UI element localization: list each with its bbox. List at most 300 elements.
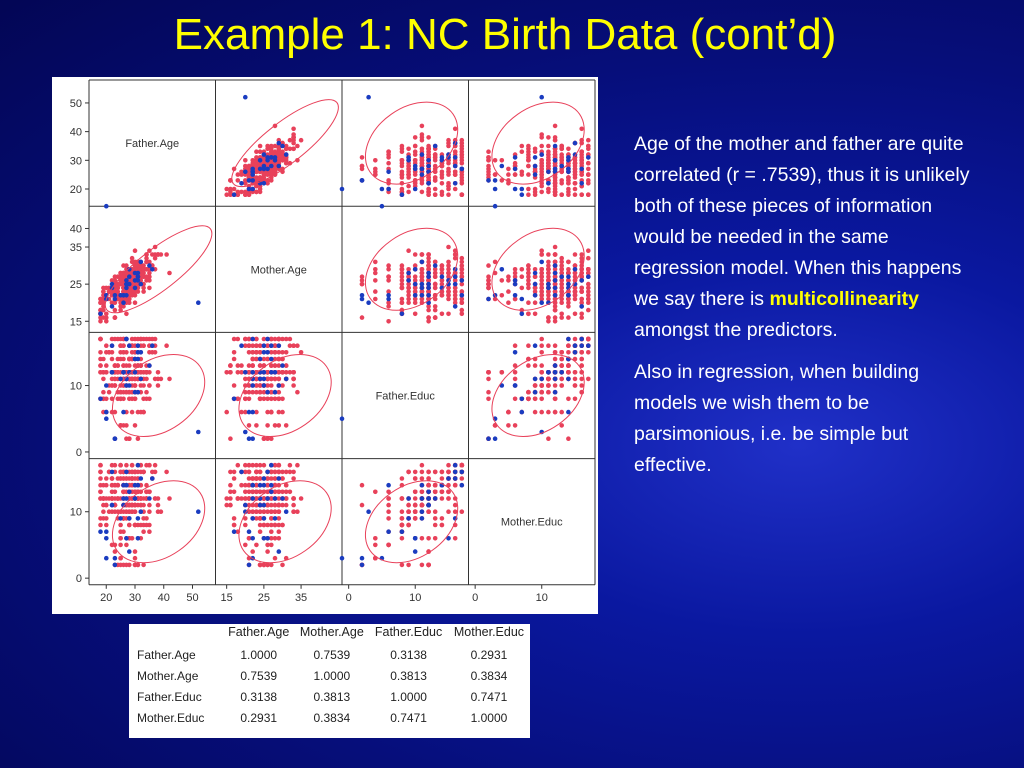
data-point xyxy=(127,523,132,528)
data-point xyxy=(113,436,118,441)
data-point xyxy=(579,278,584,283)
data-point xyxy=(232,516,237,521)
data-point xyxy=(433,470,438,475)
data-point xyxy=(426,476,431,481)
table-row xyxy=(129,665,530,686)
data-point xyxy=(153,337,158,342)
data-point xyxy=(579,383,584,388)
data-point xyxy=(269,529,274,534)
data-point xyxy=(520,312,525,317)
data-point xyxy=(153,463,158,468)
table-cell: 0.3813 xyxy=(390,668,427,683)
data-point xyxy=(406,271,411,276)
data-point xyxy=(406,190,411,195)
data-point xyxy=(400,267,405,272)
data-point xyxy=(373,543,378,548)
data-point xyxy=(265,350,270,355)
data-point xyxy=(513,187,518,192)
data-point xyxy=(559,350,564,355)
data-point xyxy=(262,476,267,481)
data-point xyxy=(277,377,282,382)
data-point xyxy=(124,470,129,475)
data-point xyxy=(269,383,274,388)
data-point xyxy=(440,470,445,475)
data-point xyxy=(101,509,106,514)
x-tick-label: 30 xyxy=(128,591,142,604)
data-point xyxy=(277,549,282,554)
data-point xyxy=(386,161,391,166)
data-point xyxy=(136,463,141,468)
data-point xyxy=(406,516,411,521)
data-point xyxy=(110,483,115,488)
data-point xyxy=(546,181,551,186)
y-tick-label: 40 xyxy=(69,126,82,139)
data-point xyxy=(250,496,255,501)
data-point xyxy=(453,476,458,481)
data-point xyxy=(559,363,564,368)
data-point xyxy=(273,536,278,541)
data-point xyxy=(232,192,237,197)
data-point xyxy=(373,167,378,172)
column-header: Mother.Age xyxy=(299,625,364,639)
data-point xyxy=(406,563,411,568)
data-point xyxy=(413,509,418,514)
data-point xyxy=(440,496,445,501)
data-point xyxy=(124,337,129,342)
data-point xyxy=(539,300,544,305)
data-point xyxy=(147,496,152,501)
data-point xyxy=(486,297,491,302)
data-point xyxy=(124,496,129,501)
data-point xyxy=(566,293,571,298)
data-point xyxy=(406,286,411,291)
data-point xyxy=(124,423,129,428)
data-point xyxy=(506,167,511,172)
data-point xyxy=(440,175,445,180)
data-point xyxy=(513,423,518,428)
data-point xyxy=(579,304,584,309)
scatter-panel xyxy=(223,337,346,454)
data-point xyxy=(127,563,132,568)
data-point xyxy=(566,315,571,320)
data-point xyxy=(433,155,438,160)
data-point xyxy=(486,397,491,402)
data-point xyxy=(373,158,378,163)
data-point xyxy=(546,161,551,166)
data-point xyxy=(453,164,458,169)
data-point xyxy=(573,181,578,186)
data-point xyxy=(446,161,451,166)
data-point xyxy=(526,312,531,317)
data-point xyxy=(400,516,405,521)
data-point xyxy=(486,263,491,268)
data-point xyxy=(239,181,244,186)
data-point xyxy=(269,357,274,362)
data-point xyxy=(269,483,274,488)
data-point xyxy=(446,312,451,317)
data-point xyxy=(559,289,564,294)
data-point xyxy=(453,127,458,132)
data-point xyxy=(579,127,584,132)
data-point xyxy=(118,563,123,568)
data-point xyxy=(553,377,558,382)
table-cell: 1.0000 xyxy=(390,689,427,704)
data-point xyxy=(579,343,584,348)
data-point xyxy=(553,319,558,324)
paragraph-multicollinearity xyxy=(634,129,974,346)
data-point xyxy=(224,496,229,501)
data-point xyxy=(526,286,531,291)
data-point xyxy=(586,308,591,313)
data-point xyxy=(413,549,418,554)
data-point xyxy=(539,350,544,355)
data-point xyxy=(520,149,525,154)
data-point xyxy=(400,175,405,180)
table-cell: 0.7471 xyxy=(390,710,427,725)
y-tick-label: 20 xyxy=(69,183,82,196)
data-point xyxy=(553,252,558,257)
data-point xyxy=(500,278,505,283)
table-cell: 0.7471 xyxy=(470,689,508,704)
data-point xyxy=(486,390,491,395)
data-point xyxy=(121,476,126,481)
data-point xyxy=(553,263,558,268)
data-point xyxy=(559,147,564,152)
data-point xyxy=(520,274,525,279)
data-point xyxy=(539,172,544,177)
data-point xyxy=(277,383,282,388)
data-point xyxy=(150,476,155,481)
density-ellipse xyxy=(476,338,598,454)
data-point xyxy=(133,357,138,362)
table-row xyxy=(129,644,530,665)
data-point xyxy=(130,536,135,541)
data-point xyxy=(526,397,531,402)
data-point xyxy=(559,377,564,382)
data-point xyxy=(243,158,248,163)
table-cell: 0.7539 xyxy=(313,647,351,662)
data-point xyxy=(553,390,558,395)
data-point xyxy=(520,267,525,272)
data-point xyxy=(113,463,118,468)
scatter-panel xyxy=(476,204,598,327)
data-point xyxy=(539,397,544,402)
density-ellipse xyxy=(97,338,220,454)
data-point xyxy=(546,170,551,175)
data-point xyxy=(533,187,538,192)
data-point xyxy=(440,274,445,279)
data-point xyxy=(104,503,109,508)
data-point xyxy=(413,300,418,305)
data-point xyxy=(513,377,518,382)
data-point xyxy=(553,192,558,197)
data-point xyxy=(579,181,584,186)
data-point xyxy=(228,470,233,475)
data-point xyxy=(546,390,551,395)
data-point xyxy=(413,187,418,192)
data-point xyxy=(127,516,132,521)
row-label: Mother.Age xyxy=(137,668,199,683)
data-point xyxy=(250,383,255,388)
data-point xyxy=(420,172,425,177)
data-point xyxy=(539,289,544,294)
data-point xyxy=(118,390,123,395)
data-point xyxy=(559,267,564,272)
data-point xyxy=(426,509,431,514)
data-point xyxy=(98,496,103,501)
data-point xyxy=(413,274,418,279)
data-point xyxy=(136,343,141,348)
data-point xyxy=(586,337,591,342)
data-point xyxy=(141,529,146,534)
data-point xyxy=(277,343,282,348)
data-point xyxy=(566,260,571,265)
data-point xyxy=(269,436,274,441)
data-point xyxy=(500,293,505,298)
data-point xyxy=(262,167,267,172)
data-point xyxy=(360,155,365,160)
data-point xyxy=(110,370,115,375)
data-point xyxy=(280,563,285,568)
data-point xyxy=(586,248,591,253)
data-point xyxy=(553,370,558,375)
data-point xyxy=(273,496,278,501)
data-point xyxy=(553,350,558,355)
data-point xyxy=(520,397,525,402)
data-point xyxy=(273,523,278,528)
data-point xyxy=(104,556,109,561)
data-point xyxy=(141,470,146,475)
data-point xyxy=(553,175,558,180)
data-point xyxy=(373,267,378,272)
data-point xyxy=(136,536,141,541)
data-point xyxy=(258,529,263,534)
data-point xyxy=(130,463,135,468)
data-point xyxy=(262,343,267,348)
data-point xyxy=(553,245,558,250)
data-point xyxy=(460,167,465,172)
data-point xyxy=(440,490,445,495)
data-point xyxy=(291,370,296,375)
data-point xyxy=(98,350,103,355)
data-point xyxy=(110,490,115,495)
data-point xyxy=(446,245,451,250)
data-point xyxy=(127,300,132,305)
data-point xyxy=(104,410,109,415)
data-point xyxy=(553,357,558,362)
data-point xyxy=(284,423,289,428)
data-point xyxy=(232,397,237,402)
data-point xyxy=(247,436,252,441)
data-point xyxy=(295,463,300,468)
data-point xyxy=(426,152,431,157)
data-point xyxy=(433,490,438,495)
data-point xyxy=(156,496,161,501)
data-point xyxy=(144,390,149,395)
data-point xyxy=(141,563,146,568)
data-point xyxy=(566,337,571,342)
data-point xyxy=(265,549,270,554)
data-point xyxy=(360,563,365,568)
data-point xyxy=(426,187,431,192)
data-point xyxy=(254,423,259,428)
data-point xyxy=(118,529,123,534)
data-point xyxy=(280,496,285,501)
data-point xyxy=(433,523,438,528)
data-point xyxy=(400,476,405,481)
data-point xyxy=(228,187,233,192)
data-point xyxy=(486,158,491,163)
data-point xyxy=(440,312,445,317)
data-point xyxy=(586,350,591,355)
data-point xyxy=(124,536,129,541)
data-point xyxy=(121,370,126,375)
data-point xyxy=(386,149,391,154)
data-point xyxy=(291,141,296,146)
data-point xyxy=(373,536,378,541)
data-point xyxy=(273,556,278,561)
data-point xyxy=(236,463,241,468)
data-point xyxy=(433,483,438,488)
data-point xyxy=(460,161,465,166)
data-point xyxy=(406,248,411,253)
correlation-header-row xyxy=(129,624,530,644)
data-point xyxy=(566,350,571,355)
data-point xyxy=(453,503,458,508)
data-point xyxy=(446,463,451,468)
data-point xyxy=(426,252,431,257)
data-point xyxy=(150,267,155,272)
data-point xyxy=(579,377,584,382)
row-label: Father.Age xyxy=(137,647,196,662)
data-point xyxy=(539,95,544,100)
data-point xyxy=(553,383,558,388)
table-row xyxy=(129,686,530,707)
data-point xyxy=(486,286,491,291)
data-point xyxy=(254,149,259,154)
data-point xyxy=(559,315,564,320)
data-point xyxy=(291,377,296,382)
data-point xyxy=(104,343,109,348)
data-point xyxy=(133,278,138,283)
data-point xyxy=(539,377,544,382)
data-point xyxy=(386,543,391,548)
data-point xyxy=(250,337,255,342)
data-point xyxy=(147,363,152,368)
data-point xyxy=(420,490,425,495)
data-point xyxy=(232,350,237,355)
data-point xyxy=(506,300,511,305)
data-point xyxy=(101,483,106,488)
data-point xyxy=(101,390,106,395)
data-point xyxy=(553,363,558,368)
data-point xyxy=(228,436,233,441)
data-point xyxy=(118,536,123,541)
data-point xyxy=(493,187,498,192)
data-point xyxy=(139,523,144,528)
data-point xyxy=(284,147,289,152)
data-point xyxy=(553,158,558,163)
data-point xyxy=(446,271,451,276)
data-point xyxy=(98,523,103,528)
data-point xyxy=(232,383,237,388)
data-point xyxy=(533,300,538,305)
data-point xyxy=(553,152,558,157)
data-point xyxy=(413,149,418,154)
scatter-panel xyxy=(350,204,473,327)
data-point xyxy=(277,503,282,508)
data-point xyxy=(101,357,106,362)
data-point xyxy=(262,383,267,388)
data-point xyxy=(400,161,405,166)
data-point xyxy=(460,155,465,160)
data-point xyxy=(130,476,135,481)
density-ellipse xyxy=(223,338,346,454)
data-point xyxy=(420,516,425,521)
data-point xyxy=(139,282,144,287)
data-point xyxy=(254,343,259,348)
data-point xyxy=(116,496,121,501)
data-point xyxy=(413,496,418,501)
data-point xyxy=(269,343,274,348)
data-point xyxy=(291,127,296,132)
data-point xyxy=(579,337,584,342)
data-point xyxy=(254,543,259,548)
data-point xyxy=(566,190,571,195)
data-point xyxy=(453,187,458,192)
data-point xyxy=(139,370,144,375)
data-point xyxy=(386,503,391,508)
data-point xyxy=(113,509,118,514)
row-label: Father.Educ xyxy=(137,689,202,704)
data-point xyxy=(386,483,391,488)
data-point xyxy=(127,390,132,395)
data-point xyxy=(243,190,248,195)
x-tick-label: 35 xyxy=(294,591,308,604)
data-point xyxy=(107,390,112,395)
data-point xyxy=(104,476,109,481)
data-point xyxy=(136,390,141,395)
data-point xyxy=(265,496,270,501)
data-point xyxy=(254,350,259,355)
data-point xyxy=(553,124,558,129)
data-point xyxy=(104,496,109,501)
data-point xyxy=(406,496,411,501)
data-point xyxy=(373,278,378,283)
data-point xyxy=(426,164,431,169)
data-point xyxy=(559,256,564,261)
data-point xyxy=(118,516,123,521)
data-point xyxy=(250,483,255,488)
data-point xyxy=(573,383,578,388)
data-point xyxy=(243,370,248,375)
data-point xyxy=(277,141,282,146)
data-point xyxy=(400,274,405,279)
data-point xyxy=(156,370,161,375)
data-point xyxy=(513,278,518,283)
data-point xyxy=(130,337,135,342)
data-point xyxy=(420,147,425,152)
data-point xyxy=(373,490,378,495)
data-point xyxy=(258,158,263,163)
data-point xyxy=(440,190,445,195)
para1-tail: amongst the predictors. xyxy=(634,319,838,341)
data-point xyxy=(500,370,505,375)
data-point xyxy=(413,164,418,169)
data-point xyxy=(553,144,558,149)
x-tick-label: 50 xyxy=(186,591,199,604)
data-point xyxy=(513,155,518,160)
